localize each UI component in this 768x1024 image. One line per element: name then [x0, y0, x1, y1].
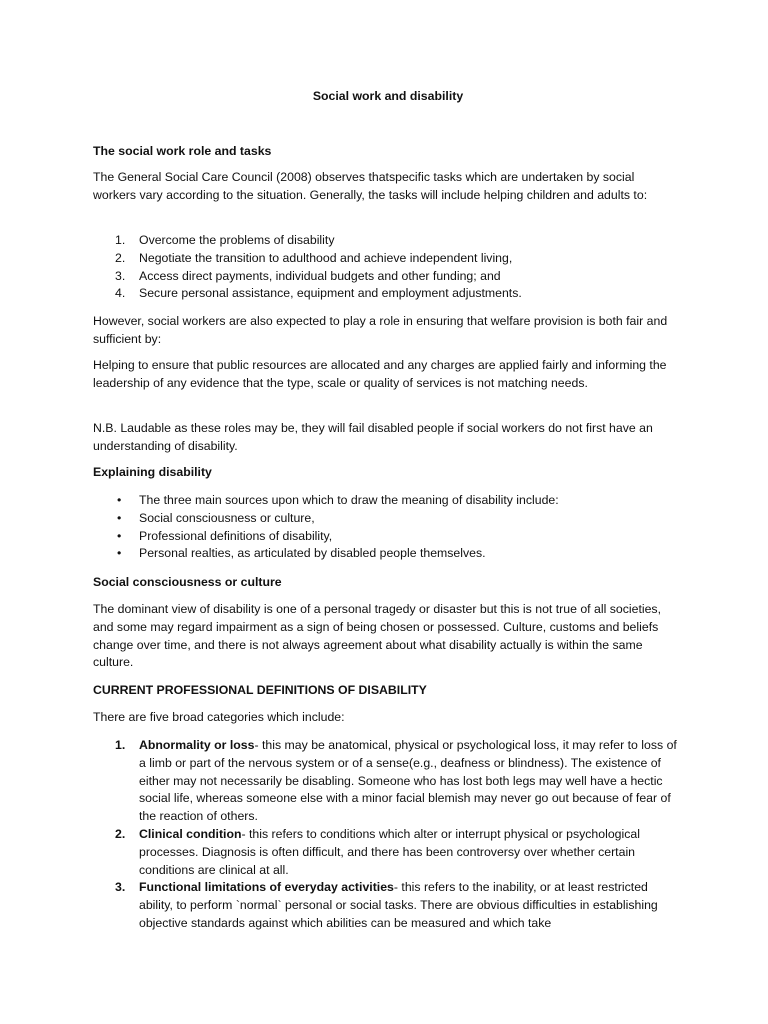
list-number: 1. [115, 233, 126, 247]
definition-text: - this refers to conditions which alter or interrupt physical or psychological processes. Diagnosis is often difficult, and there has been controversy over whether certain conditions are clinical at all. [139, 826, 640, 877]
bullet-glyph: • [117, 510, 122, 525]
definitions-list [93, 737, 678, 933]
document-title: Social work and disability [312, 89, 464, 103]
list-item [93, 232, 678, 250]
definition-text: - this may be anatomical, physical or psychological loss, it may refer to loss of a limb or part of the nervous system or of a sense(e.g., deafness or blindness). The existence of either may not necessarily be disabling. Someone who has lost both legs may well have a hectic social life, whereas someone else with a minor facial blemish may never go out because of fear of the reaction of others. [139, 738, 677, 824]
document-page [93, 0, 683, 1024]
section-heading-social-consciousness: Social consciousness or culture [93, 575, 282, 589]
list-item-text: Overcome the problems of disability [139, 233, 335, 247]
list-item [93, 492, 678, 510]
resources-paragraph: Helping to ensure that public resources are allocated and any charges are applied fairly and informing the leadership of any evidence that the type, scale or quality of services is not matching needs. [93, 358, 667, 390]
categories-intro: There are five broad categories which include: [93, 710, 345, 724]
section-heading-role-tasks: The social work role and tasks [93, 144, 272, 158]
intro-paragraph: The General Social Care Council (2008) observes thatspecific tasks which are undertaken by social workers vary according to the situation. Generally, the tasks will include helping children and adults to: [93, 170, 648, 202]
list-item [93, 737, 678, 826]
list-item-text: Negotiate the transition to adulthood and achieve independent living, [139, 250, 513, 265]
section-heading-professional-definitions: CURRENT PROFESSIONAL DEFINITIONS OF DISABILITY [93, 683, 427, 697]
list-item [93, 268, 678, 286]
list-item [93, 545, 678, 563]
list-item [93, 879, 678, 932]
definition-term: Functional limitations of everyday activities [139, 880, 394, 895]
list-item-text: Social consciousness or culture, [139, 510, 315, 525]
definition-text: - this refers to the inability, or at least restricted ability, to perform `normal` personal or social tasks. There are obvious difficulties in establishing objective standards against which abilities can be measured and which take [139, 880, 658, 930]
section-heading-explaining-disability: Explaining disability [93, 465, 212, 479]
list-item-text: The three main sources upon which to draw the meaning of disability include: [139, 493, 559, 507]
bullet-glyph: • [117, 546, 122, 561]
list-item [93, 250, 678, 268]
list-item-text: Access direct payments, individual budgets and other funding; and [139, 268, 501, 283]
definition-term: Abnormality or loss [139, 738, 255, 752]
sources-bullet-list [93, 492, 678, 563]
welfare-paragraph: However, social workers are also expected to play a role in ensuring that welfare provision is both fair and sufficient by: [93, 314, 668, 346]
list-number: 4. [115, 286, 126, 301]
definition-term: Clinical condition [139, 826, 242, 841]
list-number: 3. [115, 268, 126, 283]
tasks-list [93, 232, 678, 303]
list-number: 2. [115, 250, 126, 265]
list-item-text: Secure personal assistance, equipment and employment adjustments. [139, 286, 522, 301]
list-item [93, 510, 678, 528]
list-item [93, 528, 678, 546]
bullet-glyph: • [117, 493, 122, 507]
list-number: 2. [115, 826, 126, 841]
social-consciousness-paragraph: The dominant view of disability is one of a personal tragedy or disaster but this is not true of all societies, and some may regard impairment as a sign of being chosen or possessed. Culture, customs and beliefs change over time, and there is not always agreement about what disability actually is within the same culture. [93, 602, 661, 670]
nb-paragraph: N.B. Laudable as these roles may be, they will fail disabled people if social workers do not first have an understanding of disability. [93, 421, 653, 453]
list-item-text: Personal realties, as articulated by disabled people themselves. [139, 546, 486, 561]
list-item-text: Professional definitions of disability, [139, 528, 333, 543]
list-item [93, 826, 678, 879]
list-number: 1. [115, 738, 126, 752]
list-item [93, 285, 678, 303]
bullet-glyph: • [117, 528, 122, 543]
list-number: 3. [115, 880, 126, 895]
